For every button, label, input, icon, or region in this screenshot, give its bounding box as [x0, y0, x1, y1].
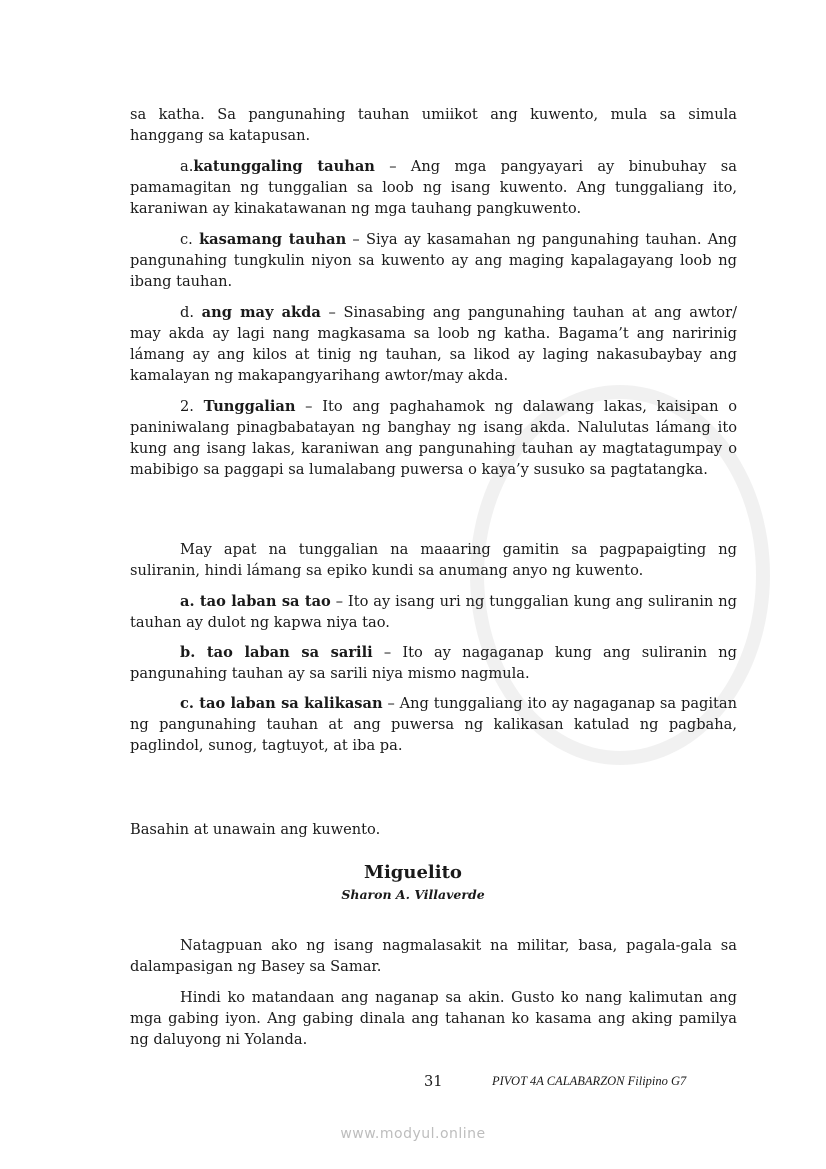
definition: – Ang mga pangyayari ay binubuhay sa pamamagitan ng tunggalian sa loob ng isang kuwento. Ang tunggaliang ito, karaniwan ay kinakatawanan ng mga tauhang pangkuwento. [130, 158, 737, 217]
story-paragraph-2 [130, 987, 737, 1050]
paragraph-tao-laban-sa-kalikasan [130, 693, 737, 756]
definition: – Siya ay kasamahan ng pangunahing tauhan. Ang pangunahing tungkulin niyon sa kuwento ay ang maging kapalagayang loob ng ibang tauhan. [130, 231, 737, 290]
paragraph-apat-na-tunggalian [130, 539, 737, 581]
term: ang may akda [201, 304, 321, 321]
definition: – Sinasabing ang pangunahing tauhan at ang awtor/ may akda ay lagi nang magkasama sa loob ng katha. Bagama’t ang naririnig lámang ay ang kilos at tinig ng tauhan, sa likod ay laging nakasubaybay ang kamalayan ng makapangyarihang awtor/may akda. [130, 304, 737, 384]
item-label: a. [180, 158, 194, 175]
term: Tunggalian [203, 398, 296, 415]
paragraph-tao-laban-sa-tao [130, 591, 737, 633]
item-label: 2. [180, 398, 204, 415]
paragraph-may-akda [130, 302, 737, 386]
text: Natagpuan ako ng isang nagmalasakit na militar, basa, pagala-gala sa dalampasigan ng Basey sa Samar. [130, 937, 737, 975]
paragraph-tunggalian [130, 396, 737, 480]
site-watermark: www.modyul.online [340, 1126, 486, 1142]
paragraph-tao-laban-sa-sarili [130, 642, 737, 684]
paragraph-kasamang-tauhan [130, 229, 737, 292]
footer-label: PIVOT 4A CALABARZON Filipino G7 [492, 1074, 687, 1088]
definition: – Ito ay nagaganap kung ang suliranin ng pangunahing tauhan ay sa sarili niya mismo nagmula. [130, 644, 737, 682]
item-label: c. [180, 231, 200, 248]
text: sa katha. Sa pangunahing tauhan umiikot ang kuwento, mula sa simula hanggang sa katapusan. [130, 106, 737, 144]
term: katunggaling tauhan [193, 158, 375, 175]
page-number: 31 [424, 1073, 443, 1090]
paragraph-intro [130, 104, 737, 146]
item-label: d. [180, 304, 202, 321]
term: b. tao laban sa sarili [180, 644, 373, 661]
story-author: Sharon A. Villaverde [341, 887, 485, 902]
definition: – Ito ay isang uri ng tunggalian kung ang suliranin ng tauhan ay dulot ng kapwa niya tao. [130, 593, 737, 631]
story-title: Miguelito [364, 862, 462, 883]
term: a. tao laban sa tao [180, 593, 331, 610]
definition: – Ang tunggaliang ito ay nagaganap sa pagitan ng pangunahing tauhan at ang puwersa ng kalikasan katulad ng pagbaha, paglindol, sunog, tagtuyot, at iba pa. [130, 695, 737, 754]
instruction [130, 819, 737, 840]
text: Basahin at unawain ang kuwento. [130, 821, 381, 838]
paragraph-katunggaling-tauhan [130, 156, 737, 219]
text: May apat na tunggalian na maaaring gamitin sa pagpapaigting ng suliranin, hindi lámang sa epiko kundi sa anumang anyo ng kuwento. [130, 541, 737, 579]
term: kasamang tauhan [199, 231, 347, 248]
definition: – Ito ang paghahamok ng dalawang lakas, kaisipan o paniniwalang pinagbabatayan ng banghay ng isang akda. Nalulutas lámang ito kung ang isang lakas, karaniwan ang pangunahing tauhan ay magtatagumpay o mabibigo sa paggapi sa lumalabang puwersa o kaya’y susuko sa pagtatangka. [130, 398, 737, 478]
story-paragraph-1 [130, 935, 737, 977]
text: Hindi ko matandaan ang naganap sa akin. Gusto ko nang kalimutan ang mga gabing iyon. Ang gabing dinala ang tahanan ko kasama ang aking pamilya ng daluyong ni Yolanda. [130, 989, 737, 1048]
term: c. tao laban sa kalikasan [180, 695, 383, 712]
